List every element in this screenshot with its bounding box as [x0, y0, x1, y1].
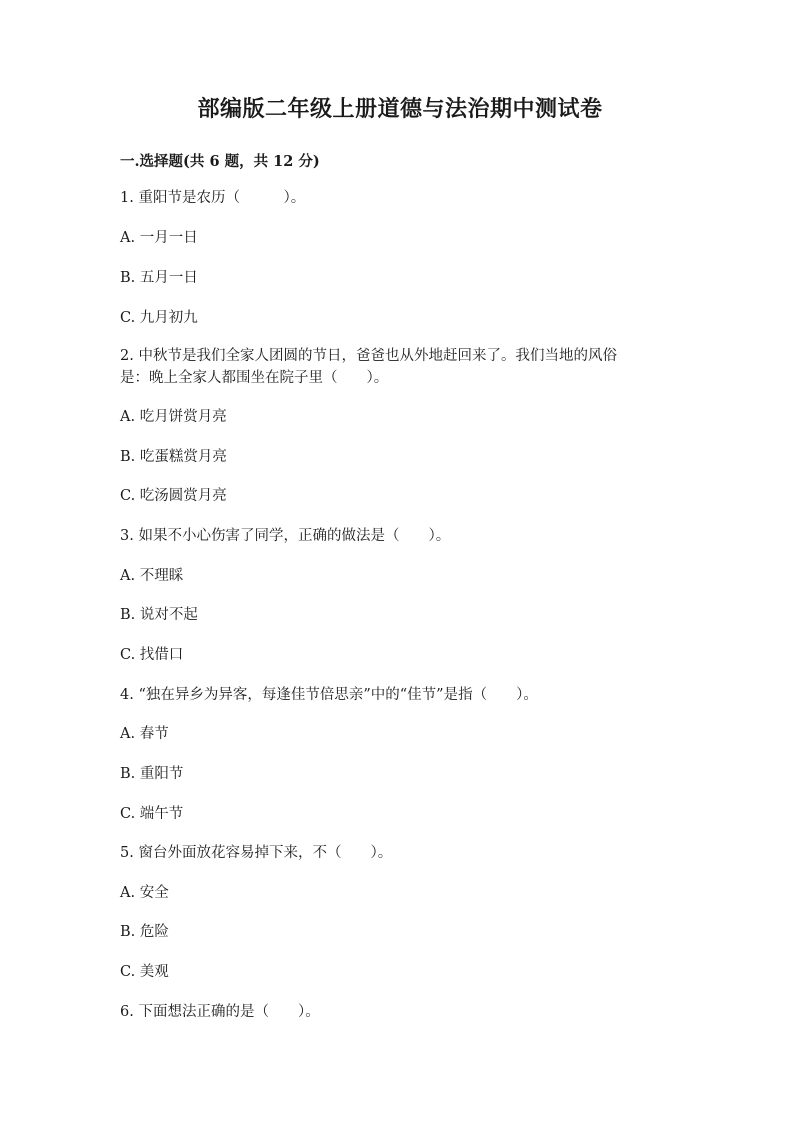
question-5-option-c: C. 美观: [120, 964, 169, 980]
question-4-stem: 4. “独在异乡为异客，每逢佳节倍思亲”中的“佳节”是指（ ）。: [120, 687, 538, 703]
question-2-stem-line-2: 是：晚上全家人都围坐在院子里（ ）。: [120, 370, 389, 386]
question-2-option-c: C. 吃汤圆赏月亮: [120, 488, 227, 504]
question-2-option-a: A. 吃月饼赏月亮: [120, 409, 227, 425]
question-5-option-a: A. 安全: [120, 885, 169, 901]
question-1-option-a: A. 一月一日: [120, 230, 198, 246]
question-5-stem: 5. 窗台外面放花容易掉下来，不（ ）。: [120, 845, 393, 861]
question-1-option-c: C. 九月初九: [120, 310, 198, 326]
question-3-option-b: B. 说对不起: [120, 607, 198, 623]
question-3-option-a: A. 不理睬: [120, 568, 184, 584]
section-heading: 一.选择题(共 6 题，共 12 分): [120, 153, 320, 170]
question-5-option-b: B. 危险: [120, 924, 169, 940]
page-title: 部编版二年级上册道德与法治期中测试卷: [197, 96, 603, 122]
question-4-option-c: C. 端午节: [120, 806, 184, 822]
question-1-option-b: B. 五月一日: [120, 270, 198, 286]
question-6-stem: 6. 下面想法正确的是（ ）。: [120, 1004, 320, 1020]
question-4-option-a: A. 春节: [120, 726, 169, 742]
question-3-option-c: C. 找借口: [120, 647, 184, 663]
question-1-stem: 1. 重阳节是农历（ ）。: [120, 190, 306, 206]
question-2-option-b: B. 吃蛋糕赏月亮: [120, 449, 227, 465]
question-3-stem: 3. 如果不小心伤害了同学，正确的做法是（ ）。: [120, 528, 451, 544]
question-4-option-b: B. 重阳节: [120, 766, 184, 782]
question-2-stem-line-1: 2. 中秋节是我们全家人团圆的节日，爸爸也从外地赶回来了。我们当地的风俗: [120, 348, 617, 364]
